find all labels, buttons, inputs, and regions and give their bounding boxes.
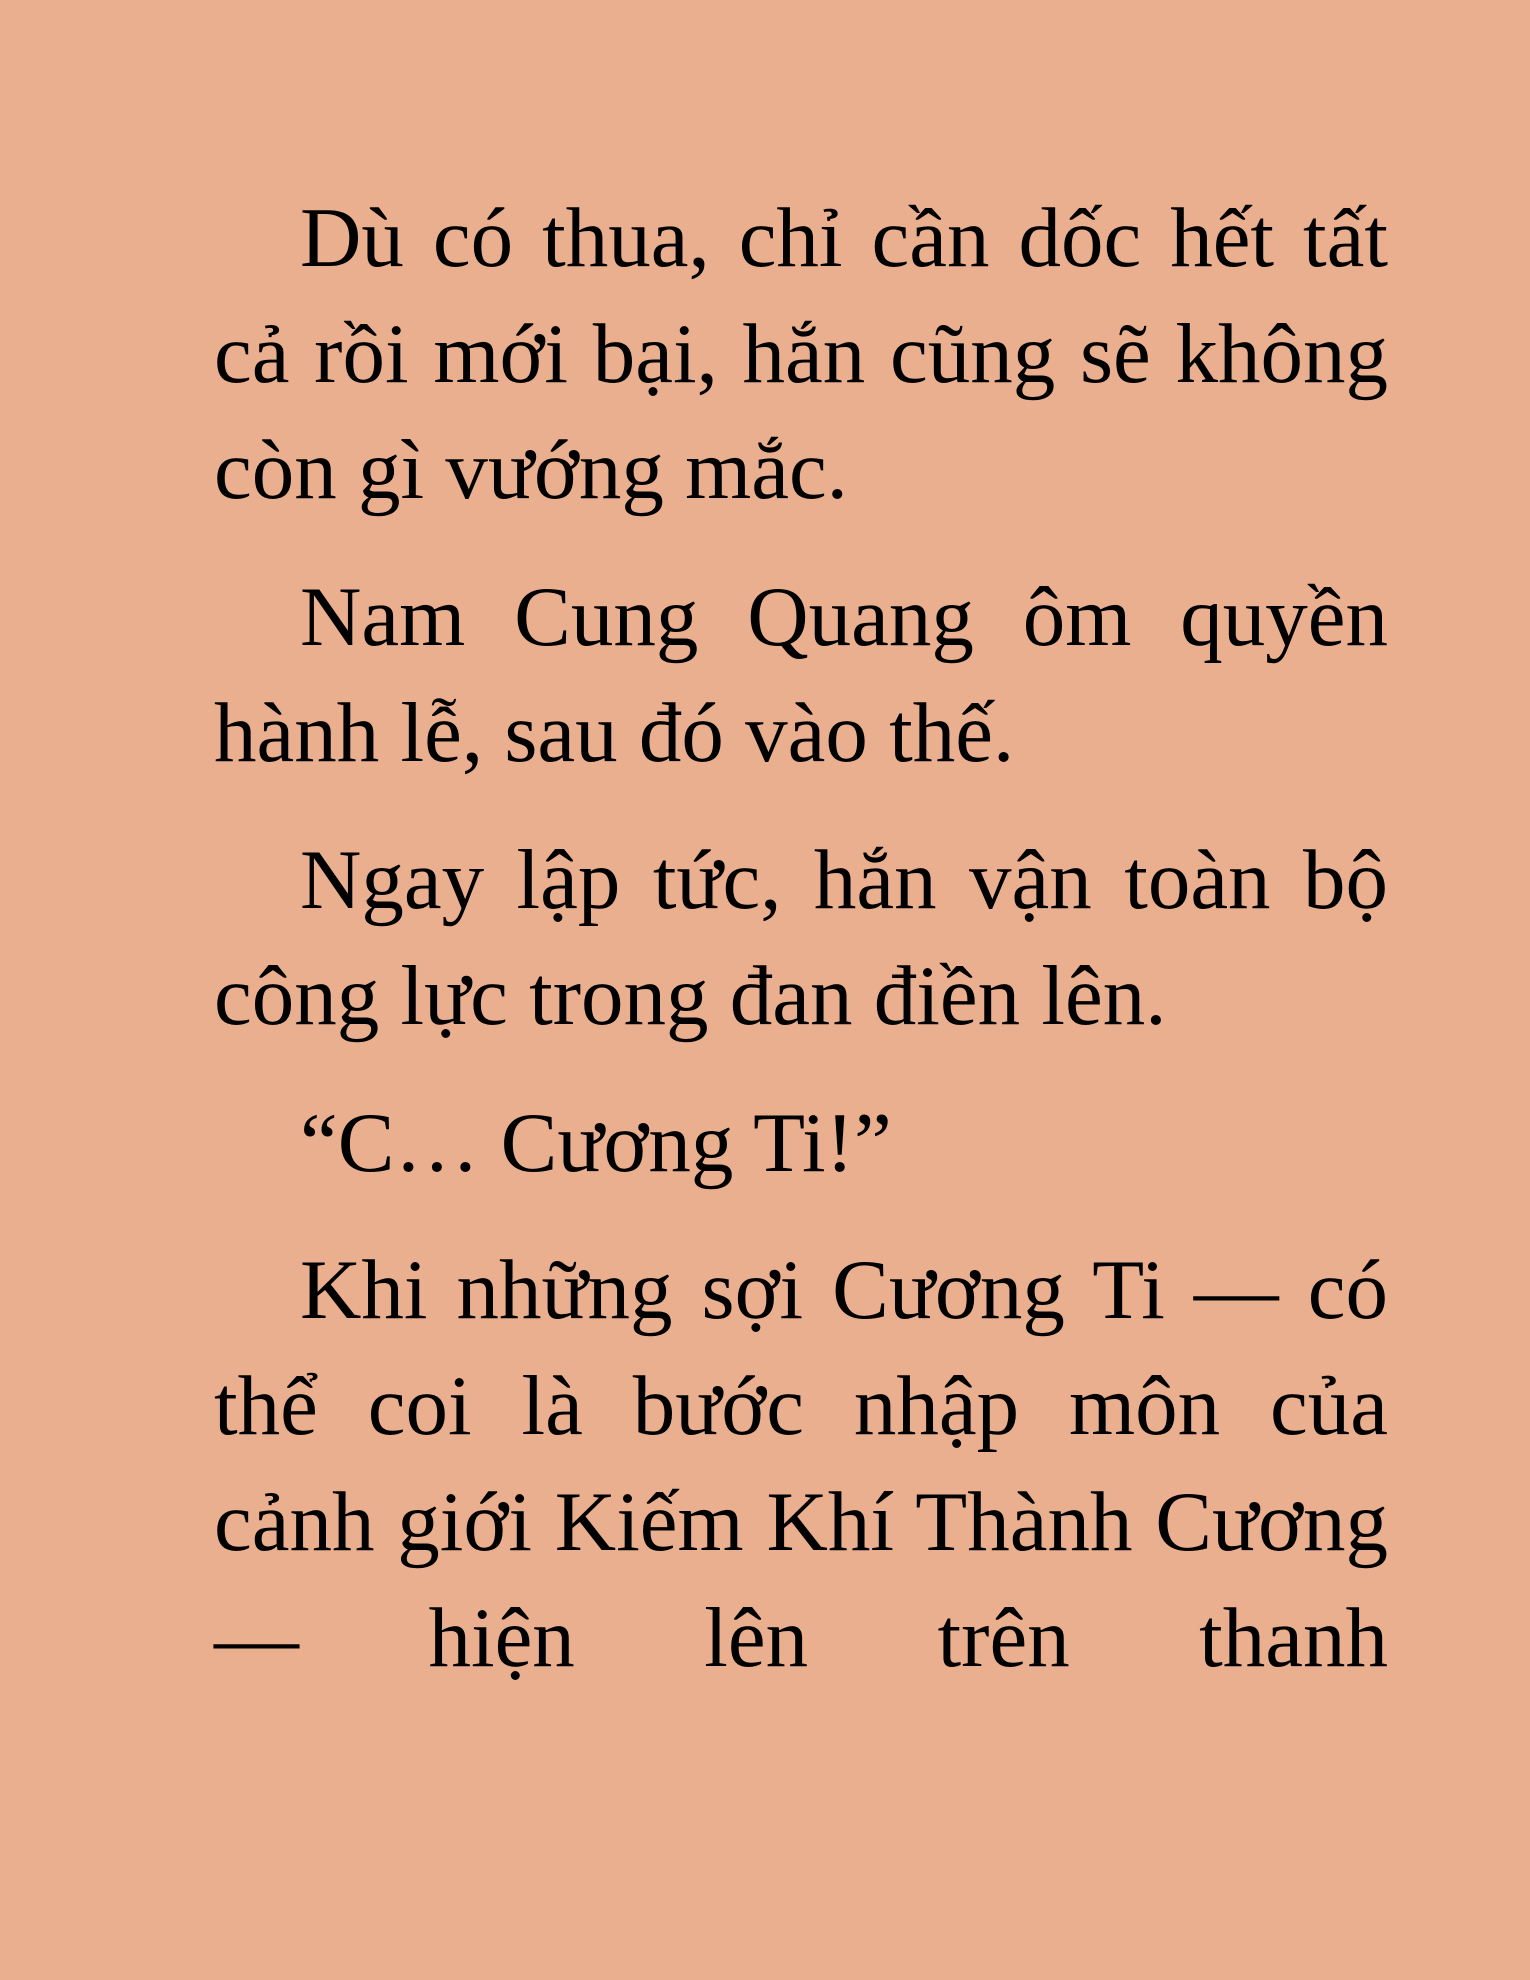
paragraph-5: Khi những sợi Cương Ti — có thể coi là bước nhập môn của cảnh giới Kiếm Khí Thành Cương — hiện lên trên thanh <box>214 1243 1388 1685</box>
paragraph-2: Nam Cung Quang ôm quyền hành lễ, sau đó vào thế. <box>214 570 1388 780</box>
paragraph-3: Ngay lập tức, hắn vận toàn bộ công lực trong đan điền lên. <box>214 833 1388 1043</box>
paragraph-4: “C… Cương Ti!” <box>300 1096 892 1190</box>
page-text <box>214 180 1388 1696</box>
paragraph-1: Dù có thua, chỉ cần dốc hết tất cả rồi mới bại, hắn cũng sẽ không còn gì vướng mắc. <box>214 191 1388 517</box>
